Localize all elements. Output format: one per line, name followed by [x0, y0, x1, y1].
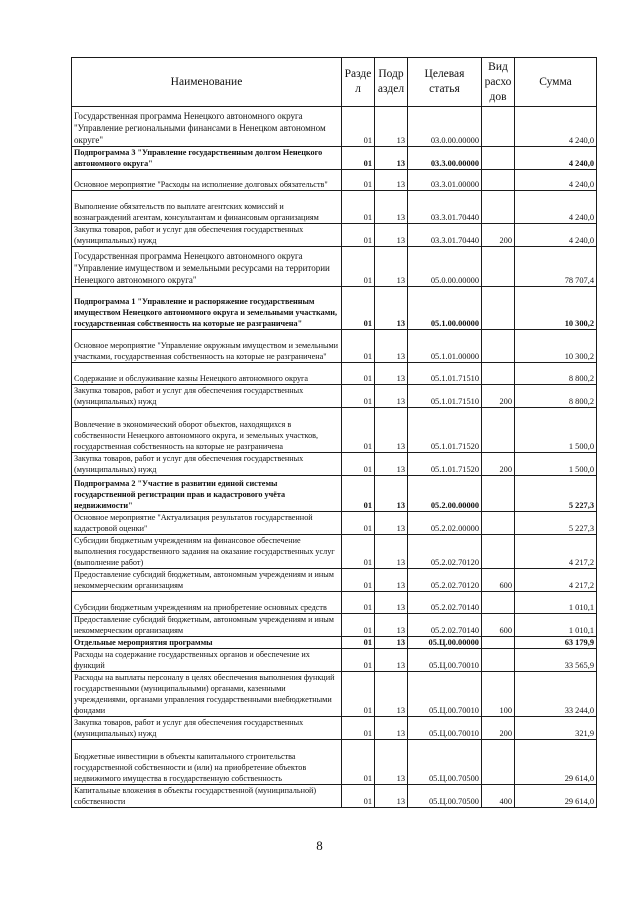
row-expense-type: 400: [482, 785, 515, 808]
row-section: 01: [342, 785, 375, 808]
row-expense-type: [482, 740, 515, 785]
row-expense-type: 600: [482, 614, 515, 637]
row-section: 01: [342, 740, 375, 785]
row-name: Вовлечение в экономический оборот объектов, находящихся в собственности Ненецкого автономного округа, и земельных участков, государственная собственность на которые не разграничена: [72, 408, 342, 453]
row-amount: 1 010,1: [515, 592, 597, 614]
table-row: [72, 672, 597, 717]
row-subsection: 13: [375, 476, 408, 512]
row-article: 05.Ц.00.70010: [408, 672, 482, 717]
page-number: 8: [316, 838, 323, 853]
row-amount: 78 707,4: [515, 247, 597, 287]
table-row: [72, 785, 597, 808]
table-row: [72, 476, 597, 512]
row-expense-type: 600: [482, 569, 515, 592]
row-subsection: 13: [375, 569, 408, 592]
row-article: 05.2.02.70120: [408, 535, 482, 569]
row-amount: 1 010,1: [515, 614, 597, 637]
row-subsection: 13: [375, 107, 408, 147]
row-amount: 8 800,2: [515, 385, 597, 408]
row-name: Основное мероприятие "Расходы на исполнение долговых обязательств": [72, 170, 342, 191]
table-row: [72, 224, 597, 247]
row-expense-type: [482, 107, 515, 147]
row-name: Закупка товаров, работ и услуг для обеспечения государственных (муниципальных) нужд: [72, 717, 342, 740]
table-row: [72, 717, 597, 740]
row-name: Выполнение обязательств по выплате агентских комиссий и вознаграждений агентам, консультантам и финансовым организациям: [72, 191, 342, 224]
row-name: Капитальные вложения в объекты государственной (муниципальной) собственности: [72, 785, 342, 808]
row-expense-type: [482, 287, 515, 330]
row-article: 05.Ц.00.70010: [408, 649, 482, 672]
row-subsection: 13: [375, 287, 408, 330]
row-subsection: 13: [375, 717, 408, 740]
row-expense-type: [482, 147, 515, 170]
row-amount: 5 227,3: [515, 476, 597, 512]
row-article: 05.0.00.00000: [408, 247, 482, 287]
row-subsection: 13: [375, 649, 408, 672]
row-subsection: 13: [375, 672, 408, 717]
row-subsection: 13: [375, 385, 408, 408]
row-name: Закупка товаров, работ и услуг для обеспечения государственных (муниципальных) нужд: [72, 385, 342, 408]
row-expense-type: [482, 649, 515, 672]
table-row: [72, 740, 597, 785]
table-row: [72, 592, 597, 614]
budget-table: [71, 57, 597, 808]
table-row: [72, 385, 597, 408]
table-row: [72, 107, 597, 147]
table-row: [72, 191, 597, 224]
row-subsection: 13: [375, 147, 408, 170]
row-name: Основное мероприятие "Актуализация результатов государственной кадастровой оценки": [72, 512, 342, 535]
row-section: 01: [342, 170, 375, 191]
table-row: [72, 287, 597, 330]
row-amount: 63 179,9: [515, 637, 597, 649]
row-amount: 33 244,0: [515, 672, 597, 717]
row-amount: 10 300,2: [515, 287, 597, 330]
header-section: Разде л: [342, 58, 375, 107]
row-article: 05.2.02.70140: [408, 592, 482, 614]
row-section: 01: [342, 453, 375, 476]
row-section: 01: [342, 224, 375, 247]
row-amount: 1 500,0: [515, 408, 597, 453]
row-article: 05.1.01.71510: [408, 363, 482, 385]
row-name: Закупка товаров, работ и услуг для обеспечения государственных (муниципальных) нужд: [72, 453, 342, 476]
table-row: [72, 408, 597, 453]
row-article: 05.1.01.71520: [408, 408, 482, 453]
row-section: 01: [342, 247, 375, 287]
row-expense-type: [482, 592, 515, 614]
row-section: 01: [342, 107, 375, 147]
row-amount: 10 300,2: [515, 330, 597, 363]
row-article: 05.1.01.71510: [408, 385, 482, 408]
row-section: 01: [342, 385, 375, 408]
row-subsection: 13: [375, 224, 408, 247]
row-article: 03.0.00.00000: [408, 107, 482, 147]
row-subsection: 13: [375, 330, 408, 363]
table-header-row: [72, 58, 597, 107]
table-row: [72, 170, 597, 191]
row-name: Субсидии бюджетным учреждениям на финансовое обеспечение выполнения государственного задания на оказание государственных услуг (выполнение работ): [72, 535, 342, 569]
row-amount: 4 240,0: [515, 170, 597, 191]
row-section: 01: [342, 191, 375, 224]
header-expense-type: Вид расхо дов: [482, 58, 515, 107]
row-article: 05.1.00.00000: [408, 287, 482, 330]
row-article: 05.1.01.71520: [408, 453, 482, 476]
row-section: 01: [342, 408, 375, 453]
row-amount: 1 500,0: [515, 453, 597, 476]
row-expense-type: [482, 191, 515, 224]
table-row: [72, 363, 597, 385]
row-name: Субсидии бюджетным учреждениям на приобретение основных средств: [72, 592, 342, 614]
table-row: [72, 649, 597, 672]
row-subsection: 13: [375, 191, 408, 224]
row-amount: 4 217,2: [515, 535, 597, 569]
row-amount: 4 240,0: [515, 147, 597, 170]
header-amount: Сумма: [515, 58, 597, 107]
row-article: 05.Ц.00.70010: [408, 717, 482, 740]
table-row: [72, 614, 597, 637]
row-article: 05.2.02.70120: [408, 569, 482, 592]
row-section: 01: [342, 287, 375, 330]
row-expense-type: [482, 170, 515, 191]
row-section: 01: [342, 614, 375, 637]
row-expense-type: [482, 330, 515, 363]
row-name: Предоставление субсидий бюджетным, автономным учреждениям и иным некоммерческим организациям: [72, 614, 342, 637]
row-expense-type: [482, 247, 515, 287]
row-article: 03.3.00.00000: [408, 147, 482, 170]
row-article: 05.1.01.00000: [408, 330, 482, 363]
header-article: Целевая статья: [408, 58, 482, 107]
row-subsection: 13: [375, 247, 408, 287]
row-subsection: 13: [375, 740, 408, 785]
row-expense-type: [482, 637, 515, 649]
table-row: [72, 535, 597, 569]
row-name: Содержание и обслуживание казны Ненецкого автономного округа: [72, 363, 342, 385]
table-row: [72, 247, 597, 287]
row-article: 05.Ц.00.70500: [408, 785, 482, 808]
table-row: [72, 453, 597, 476]
row-expense-type: 200: [482, 453, 515, 476]
row-name: Основное мероприятие "Управление окружным имуществом и земельными участками, государственная собственность на которые не разграничена": [72, 330, 342, 363]
table-row: [72, 512, 597, 535]
row-name: Предоставление субсидий бюджетным, автономным учреждениям и иным некоммерческим организациям: [72, 569, 342, 592]
row-amount: 4 240,0: [515, 224, 597, 247]
row-article: 05.2.02.70140: [408, 614, 482, 637]
row-subsection: 13: [375, 512, 408, 535]
row-name: Подпрограмма 3 "Управление государственным долгом Ненецкого автономного округа": [72, 147, 342, 170]
row-section: 01: [342, 512, 375, 535]
row-expense-type: 200: [482, 224, 515, 247]
row-section: 01: [342, 672, 375, 717]
row-name: Государственная программа Ненецкого автономного округа "Управление региональными финансами в Ненецком автономном округе": [72, 107, 342, 147]
row-expense-type: [482, 535, 515, 569]
row-expense-type: [482, 512, 515, 535]
row-article: 05.2.02.00000: [408, 512, 482, 535]
row-name: Расходы на содержание государственных органов и обеспечение их функций: [72, 649, 342, 672]
row-amount: 5 227,3: [515, 512, 597, 535]
row-subsection: 13: [375, 614, 408, 637]
row-section: 01: [342, 637, 375, 649]
table-row: [72, 569, 597, 592]
row-name: Государственная программа Ненецкого автономного округа "Управление имуществом и земельными ресурсами на территории Ненецкого автономного округа": [72, 247, 342, 287]
table-row: [72, 637, 597, 649]
row-section: 01: [342, 649, 375, 672]
row-amount: 4 217,2: [515, 569, 597, 592]
row-name: Подпрограмма 1 "Управление и распоряжение государственным имуществом Ненецкого автономного округа и земельными участками, государственная собственность на которые не разграничена": [72, 287, 342, 330]
row-name: Бюджетные инвестиции в объекты капитального строительства государственной собственности и (или) на приобретение объектов недвижимого имущества в государственную собственность: [72, 740, 342, 785]
row-article: 03.3.01.70440: [408, 191, 482, 224]
row-subsection: 13: [375, 637, 408, 649]
row-subsection: 13: [375, 535, 408, 569]
row-article: 05.2.00.00000: [408, 476, 482, 512]
row-section: 01: [342, 535, 375, 569]
row-amount: 4 240,0: [515, 191, 597, 224]
row-section: 01: [342, 569, 375, 592]
row-name: Закупка товаров, работ и услуг для обеспечения государственных (муниципальных) нужд: [72, 224, 342, 247]
header-subsection: Подр аздел: [375, 58, 408, 107]
row-name: Расходы на выплаты персоналу в целях обеспечения выполнения функций государственными (муниципальными) органами, казенными учреждениями, органами управления государственными внебюджетными фондами: [72, 672, 342, 717]
row-article: 03.3.01.00000: [408, 170, 482, 191]
row-expense-type: [482, 363, 515, 385]
row-section: 01: [342, 363, 375, 385]
row-section: 01: [342, 717, 375, 740]
row-amount: 29 614,0: [515, 740, 597, 785]
row-name: Подпрограмма 2 "Участие в развитии единой системы государственной регистрации прав и кадастрового учёта недвижимости": [72, 476, 342, 512]
row-section: 01: [342, 147, 375, 170]
row-amount: 4 240,0: [515, 107, 597, 147]
row-expense-type: 200: [482, 717, 515, 740]
row-amount: 29 614,0: [515, 785, 597, 808]
row-subsection: 13: [375, 592, 408, 614]
row-article: 05.Ц.00.00000: [408, 637, 482, 649]
table-row: [72, 147, 597, 170]
row-name: Отдельные мероприятия программы: [72, 637, 342, 649]
row-expense-type: 200: [482, 385, 515, 408]
row-amount: 321,9: [515, 717, 597, 740]
row-amount: 8 800,2: [515, 363, 597, 385]
row-expense-type: [482, 408, 515, 453]
row-subsection: 13: [375, 453, 408, 476]
row-expense-type: 100: [482, 672, 515, 717]
row-article: 05.Ц.00.70500: [408, 740, 482, 785]
row-article: 03.3.01.70440: [408, 224, 482, 247]
row-subsection: 13: [375, 363, 408, 385]
row-amount: 33 565,9: [515, 649, 597, 672]
row-section: 01: [342, 476, 375, 512]
row-subsection: 13: [375, 170, 408, 191]
table-row: [72, 330, 597, 363]
row-expense-type: [482, 476, 515, 512]
row-section: 01: [342, 592, 375, 614]
header-name: Наименование: [72, 58, 342, 107]
row-subsection: 13: [375, 408, 408, 453]
row-subsection: 13: [375, 785, 408, 808]
row-section: 01: [342, 330, 375, 363]
